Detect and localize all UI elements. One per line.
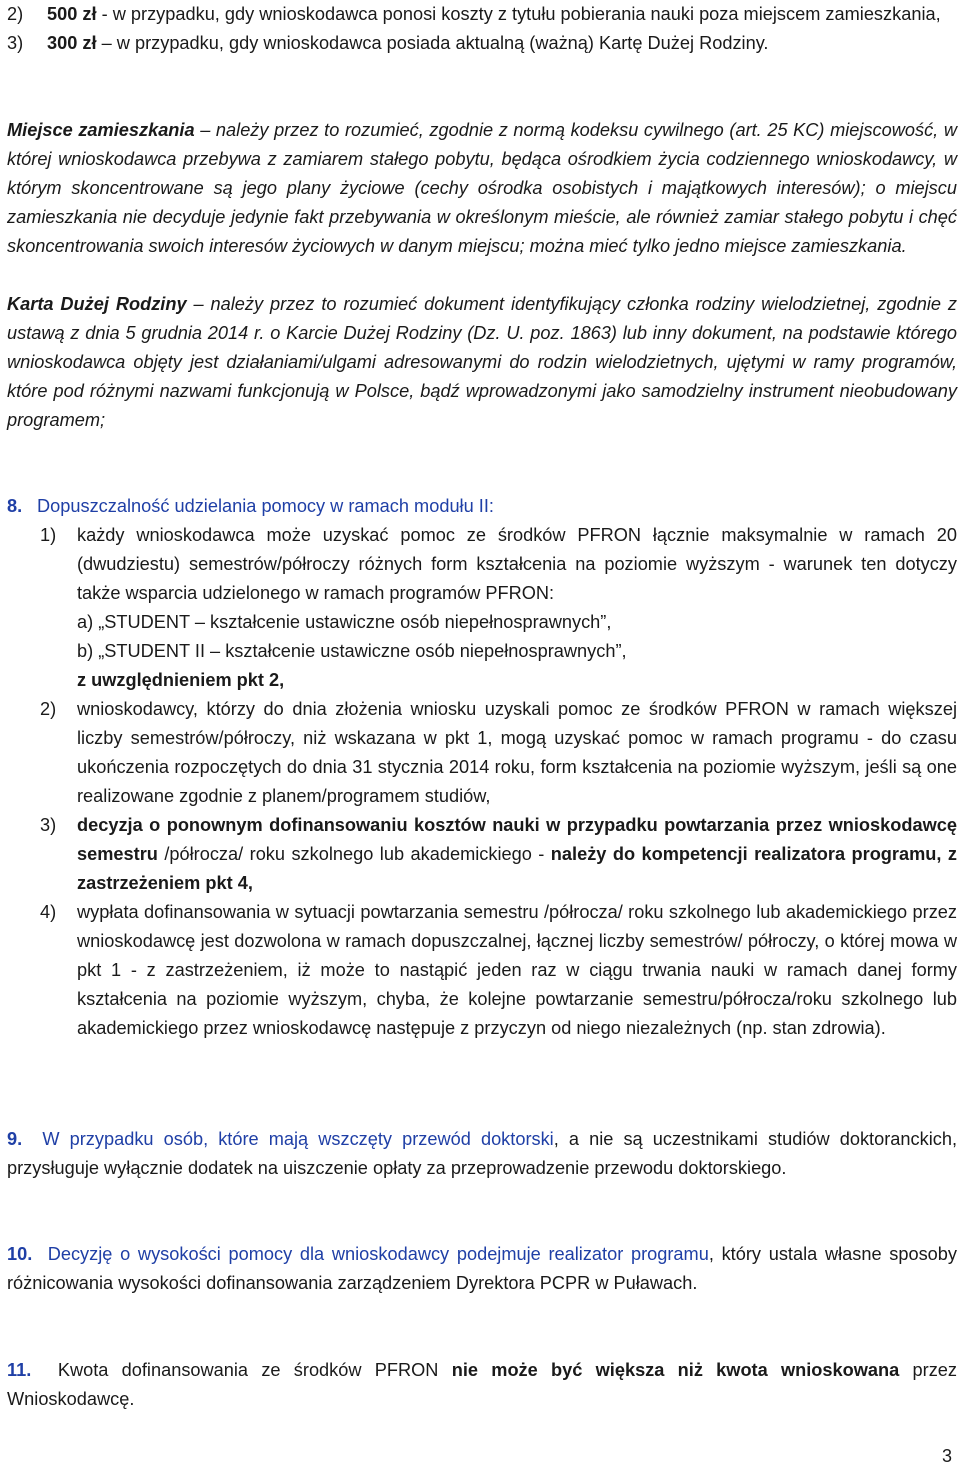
section-highlight: Decyzję o wysokości pomocy dla wnioskodawcy podejmuje realizator programu (47, 1244, 709, 1264)
section-heading: 8. Dopuszczalność udzielania pomocy w ramach modułu II: (7, 492, 957, 521)
list-item: 3) decyzja o ponownym dofinansowaniu kosztów nauki w przypadku powtarzania przez wnioskodawcę semestru /półrocza/ roku szkolnego lub akademickiego - należy do kompetencji realizatora programu, z zastrzeżeniem pkt 4, (40, 815, 957, 893)
definition-text: – należy przez to rozumieć, zgodnie z normą kodeksu cywilnego (art. 25 KC) miejscowość, w której wnioskodawca przebywa z zamiarem stałego pobytu, będąca ośrodkiem życia codziennego wnioskodawcy, w którym skoncentrowane są jego plany życiowe (cechy ośrodka osobistych i majątkowych interesów); o miejscu zamieszkania nie decyduje jedynie fakt przebywania w określonym mieście, ale również zamiar stałego pobytu i chęć skoncentrowania swoich interesów życiowych w danym miejscu; można mieć tylko jedno miejsce zamieszkania. (7, 120, 957, 256)
definition-family-card (7, 290, 957, 435)
list-item: 1) każdy wnioskodawca może uzyskać pomoc ze środków PFRON łącznie maksymalnie w ramach 20 (dwudziestu) semestrów/półroczy różnych form kształcenia na poziomie wyższym - warunek ten dotyczy także wsparcia udzielonego w ramach programów PFRON: a) „STUDENT – kształcenie ustawiczne osób niepełnosprawnych”, b) „STUDENT II – kształcenie ustawiczne osób niepełnosprawnych”, z uwzględnieniem pkt 2, (40, 525, 957, 690)
section-title: Dopuszczalność udzielania pomocy w ramach modułu II: (37, 496, 494, 516)
definition-residence (7, 116, 957, 261)
section-9: 9. W przypadku osób, które mają wszczęty przewód doktorski, a nie są uczestnikami studiów doktoranckich, przysługuje wyłącznie dodatek na uiszczenie opłaty za przeprowadzenie przewodu doktorskiego. (7, 1129, 957, 1178)
definition-term: Karta Dużej Rodziny (7, 294, 187, 314)
list-item: 2) wnioskodawcy, którzy do dnia złożenia wniosku uzyskali pomoc ze środków PFRON w ramach większej liczby semestrów/półroczy, niż wskazana w pkt 1, mogą uzyskać pomoc w ramach programu - do czasu ukończenia rozpoczętych do dnia 31 stycznia 2014 roku, form kształcenia na poziomie wyższym, jeśli są one realizowane zgodnie z planem/programem studiów, (40, 699, 957, 806)
list-item: 4) wypłata dofinansowania w sytuacji powtarzania semestru /półrocza/ roku szkolnego lub akademickiego przez wnioskodawcę jest dozwolona w ramach dopuszczalnej, łącznej liczby semestrów/ półroczy, o której mowa w pkt 1 - z zastrzeżeniem, iż może to nastąpić jeden raz w ciągu trwania nauki w ramach danej formy kształcenia na poziomie wyższym, chyba, że kolejne powtarzanie semestru/półrocza/roku szkolnego lub akademickiego przez wnioskodawcę następuje z przyczyn od niego niezależnych (np. stan zdrowia). (40, 902, 957, 1038)
page-number: 3 (941, 1446, 952, 1466)
section-10: 10. Decyzję o wysokości pomocy dla wnioskodawcy podejmuje realizator programu, który ustala własne sposoby różnicowania wysokości dofinansowania zarządzeniem Dyrektora PCPR w Puławach. (7, 1244, 958, 1293)
sub-item-a: a) „STUDENT – kształcenie ustawiczne osób niepełnosprawnych”, (77, 612, 612, 632)
amount-description: - w przypadku, gdy wnioskodawca ponosi koszty z tytułu pobierania nauki poza miejscem zamieszkania, (96, 4, 941, 24)
amount-description: – w przypadku, gdy wnioskodawca posiada aktualną (ważną) Kartę Dużej Rodziny. (96, 33, 769, 53)
section-highlight: W przypadku osób, które mają wszczęty przewód doktorski (42, 1129, 554, 1149)
amount-list (7, 0, 957, 58)
section-11: 11. Kwota dofinansowania ze środków PFRON nie może być większa niż kwota wnioskowana przez Wnioskodawcę. (7, 1360, 957, 1409)
list-item: 2) 500 zł - w przypadku, gdy wnioskodawca ponosi koszty z tytułu pobierania nauki poza miejscem zamieszkania, (7, 4, 941, 24)
definition-term: Miejsce zamieszkania (7, 120, 195, 140)
section-8 (7, 492, 957, 1043)
list-item: 3) 300 zł – w przypadku, gdy wnioskodawca posiada aktualną (ważną) Kartę Dużej Rodziny. (7, 33, 769, 53)
amount-value: 300 zł (47, 33, 97, 53)
definition-text: – należy przez to rozumieć dokument identyfikujący członka rodziny wielodzietnej, zgodnie z ustawą z dnia 5 grudnia 2014 r. o Karcie Dużej Rodziny (Dz. U. poz. 1863) lub inny dokument, na podstawie którego wnioskodawca objęty jest działaniami/ulgami adresowanymi do rodzin wielodzietnych, ujętymi w ramy programów, które pod różnymi nazwami funkcjonują w Polsce, bądź wprowadzonymi jako samodzielny instrument nieobudowany programem; (7, 294, 957, 430)
sub-item-b: b) „STUDENT II – kształcenie ustawiczne osób niepełnosprawnych”, (77, 641, 627, 661)
amount-value: 500 zł (47, 4, 97, 24)
